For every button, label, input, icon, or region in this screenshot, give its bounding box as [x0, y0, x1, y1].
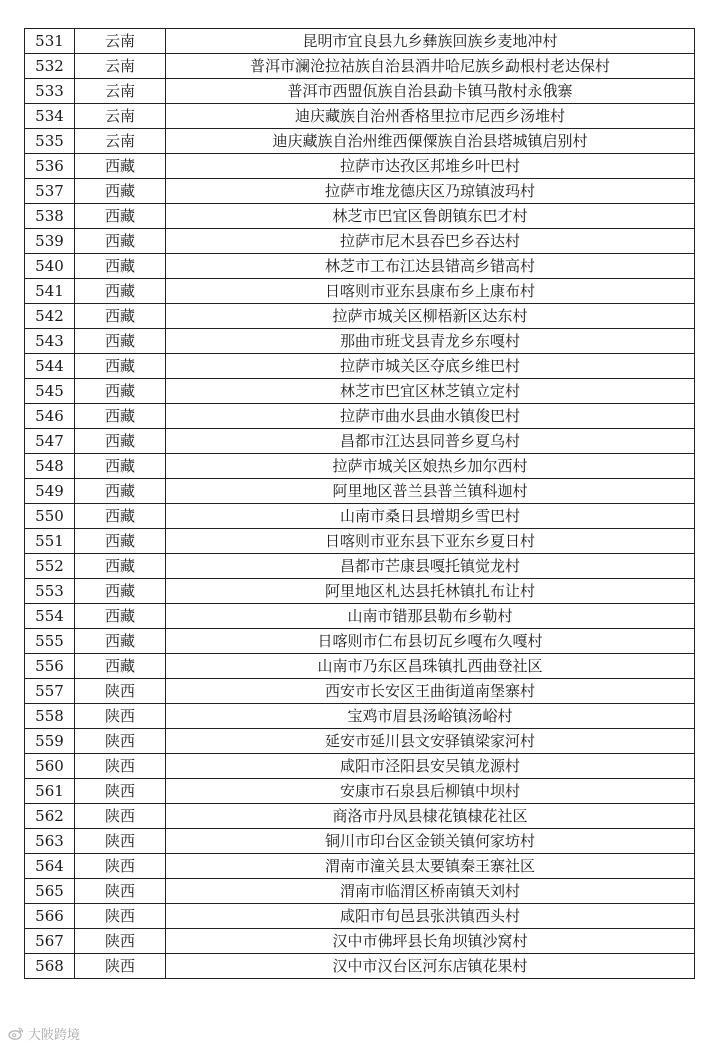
- table-row: [25, 279, 695, 304]
- village-name-cell: 汉中市汉台区河东店镇花果村: [166, 954, 695, 979]
- village-name-cell: 拉萨市堆龙德庆区乃琼镇波玛村: [166, 179, 695, 204]
- village-name-cell: 昌都市芒康县嘎托镇觉龙村: [166, 554, 695, 579]
- table-row: [25, 654, 695, 679]
- watermark-text: 大陂跨境: [28, 1027, 81, 1043]
- village-name-cell: 日喀则市仁布县切瓦乡嘎布久嘎村: [166, 629, 695, 654]
- row-number-cell: 549: [25, 479, 75, 504]
- row-number-cell: 547: [25, 429, 75, 454]
- province-cell: 陕西: [75, 929, 166, 954]
- village-name-cell: 拉萨市曲水县曲水镇俊巴村: [166, 404, 695, 429]
- row-number-cell: 535: [25, 129, 75, 154]
- village-name-cell: 安康市石泉县后柳镇中坝村: [166, 779, 695, 804]
- table-row: [25, 329, 695, 354]
- table-row: [25, 404, 695, 429]
- province-cell: 云南: [75, 79, 166, 104]
- row-number-cell: 531: [25, 29, 75, 54]
- province-cell: 西藏: [75, 229, 166, 254]
- province-cell: 西藏: [75, 354, 166, 379]
- table-row: [25, 379, 695, 404]
- table-row: [25, 879, 695, 904]
- village-name-cell: 昆明市宜良县九乡彝族回族乡麦地冲村: [166, 29, 695, 54]
- village-name-cell: 商洛市丹凤县棣花镇棣花社区: [166, 804, 695, 829]
- row-number-cell: 551: [25, 529, 75, 554]
- village-name-cell: 那曲市班戈县青龙乡东嘎村: [166, 329, 695, 354]
- table-row: [25, 929, 695, 954]
- village-name-cell: 林芝市巴宜区林芝镇立定村: [166, 379, 695, 404]
- table-row: [25, 529, 695, 554]
- table-row: [25, 729, 695, 754]
- village-name-cell: 昌都市江达县同普乡夏乌村: [166, 429, 695, 454]
- table-row: [25, 904, 695, 929]
- province-cell: 西藏: [75, 204, 166, 229]
- row-number-cell: 538: [25, 204, 75, 229]
- province-cell: 云南: [75, 104, 166, 129]
- row-number-cell: 540: [25, 254, 75, 279]
- row-number-cell: 566: [25, 904, 75, 929]
- province-cell: 陕西: [75, 904, 166, 929]
- village-name-cell: 林芝市工布江达县错高乡错高村: [166, 254, 695, 279]
- village-name-cell: 日喀则市亚东县下亚东乡夏日村: [166, 529, 695, 554]
- village-name-cell: 咸阳市旬邑县张洪镇西头村: [166, 904, 695, 929]
- province-cell: 西藏: [75, 604, 166, 629]
- watermark: [8, 1022, 80, 1044]
- table-row: [25, 79, 695, 104]
- village-name-cell: 林芝市巴宜区鲁朗镇东巴才村: [166, 204, 695, 229]
- province-cell: 陕西: [75, 954, 166, 979]
- table-row: [25, 954, 695, 979]
- row-number-cell: 544: [25, 354, 75, 379]
- row-number-cell: 556: [25, 654, 75, 679]
- row-number-cell: 553: [25, 579, 75, 604]
- row-number-cell: 565: [25, 879, 75, 904]
- table-row: [25, 804, 695, 829]
- table-row: [25, 829, 695, 854]
- row-number-cell: 542: [25, 304, 75, 329]
- village-name-cell: 山南市乃东区昌珠镇扎西曲登社区: [166, 654, 695, 679]
- province-cell: 西藏: [75, 554, 166, 579]
- village-name-cell: 拉萨市尼木县吞巴乡吞达村: [166, 229, 695, 254]
- table-row: [25, 129, 695, 154]
- province-cell: 西藏: [75, 404, 166, 429]
- table-row: [25, 504, 695, 529]
- row-number-cell: 558: [25, 704, 75, 729]
- province-cell: 西藏: [75, 329, 166, 354]
- province-cell: 陕西: [75, 854, 166, 879]
- province-cell: 西藏: [75, 254, 166, 279]
- province-cell: 西藏: [75, 529, 166, 554]
- weibo-logo-icon: [8, 1025, 24, 1041]
- row-number-cell: 532: [25, 54, 75, 79]
- province-cell: 西藏: [75, 154, 166, 179]
- row-number-cell: 550: [25, 504, 75, 529]
- table-row: [25, 754, 695, 779]
- village-name-cell: 延安市延川县文安驿镇梁家河村: [166, 729, 695, 754]
- village-name-cell: 迪庆藏族自治州香格里拉市尼西乡汤堆村: [166, 104, 695, 129]
- province-cell: 陕西: [75, 879, 166, 904]
- table-row: [25, 429, 695, 454]
- table-row: [25, 254, 695, 279]
- province-cell: 陕西: [75, 704, 166, 729]
- village-name-cell: 阿里地区普兰县普兰镇科迦村: [166, 479, 695, 504]
- village-name-cell: 西安市长安区王曲街道南堡寨村: [166, 679, 695, 704]
- village-name-cell: 普洱市西盟佤族自治县勐卡镇马散村永俄寨: [166, 79, 695, 104]
- table-row: [25, 29, 695, 54]
- table-row: [25, 629, 695, 654]
- province-cell: 西藏: [75, 504, 166, 529]
- province-cell: 西藏: [75, 629, 166, 654]
- table-row: [25, 354, 695, 379]
- row-number-cell: 548: [25, 454, 75, 479]
- row-number-cell: 561: [25, 779, 75, 804]
- table-row: [25, 679, 695, 704]
- province-cell: 西藏: [75, 279, 166, 304]
- province-cell: 西藏: [75, 654, 166, 679]
- village-name-cell: 迪庆藏族自治州维西傈僳族自治县塔城镇启别村: [166, 129, 695, 154]
- village-name-cell: 拉萨市城关区娘热乡加尔西村: [166, 454, 695, 479]
- row-number-cell: 536: [25, 154, 75, 179]
- table-row: [25, 154, 695, 179]
- village-name-cell: 山南市错那县勒布乡勒村: [166, 604, 695, 629]
- row-number-cell: 537: [25, 179, 75, 204]
- village-name-cell: 日喀则市亚东县康布乡上康布村: [166, 279, 695, 304]
- row-number-cell: 557: [25, 679, 75, 704]
- table-row: [25, 229, 695, 254]
- province-cell: 云南: [75, 29, 166, 54]
- province-cell: 陕西: [75, 779, 166, 804]
- village-name-cell: 拉萨市城关区柳梧新区达东村: [166, 304, 695, 329]
- table-row: [25, 554, 695, 579]
- province-cell: 西藏: [75, 429, 166, 454]
- table-row: [25, 104, 695, 129]
- province-cell: 陕西: [75, 679, 166, 704]
- table-row: [25, 579, 695, 604]
- village-name-cell: 渭南市潼关县太要镇秦王寨社区: [166, 854, 695, 879]
- village-name-cell: 山南市桑日县增期乡雪巴村: [166, 504, 695, 529]
- village-name-cell: 渭南市临渭区桥南镇天刘村: [166, 879, 695, 904]
- province-cell: 西藏: [75, 454, 166, 479]
- province-cell: 西藏: [75, 479, 166, 504]
- row-number-cell: 559: [25, 729, 75, 754]
- row-number-cell: 562: [25, 804, 75, 829]
- province-cell: 西藏: [75, 304, 166, 329]
- row-number-cell: 552: [25, 554, 75, 579]
- village-name-cell: 铜川市印台区金锁关镇何家坊村: [166, 829, 695, 854]
- village-name-cell: 拉萨市城关区夺底乡维巴村: [166, 354, 695, 379]
- table-row: [25, 304, 695, 329]
- table-row: [25, 204, 695, 229]
- table-row: [25, 54, 695, 79]
- table-row: [25, 779, 695, 804]
- row-number-cell: 545: [25, 379, 75, 404]
- province-cell: 西藏: [75, 179, 166, 204]
- row-number-cell: 539: [25, 229, 75, 254]
- row-number-cell: 543: [25, 329, 75, 354]
- row-number-cell: 563: [25, 829, 75, 854]
- province-cell: 云南: [75, 129, 166, 154]
- village-name-cell: 拉萨市达孜区邦堆乡叶巴村: [166, 154, 695, 179]
- province-cell: 西藏: [75, 579, 166, 604]
- village-name-cell: 阿里地区札达县托林镇扎布让村: [166, 579, 695, 604]
- row-number-cell: 564: [25, 854, 75, 879]
- village-name-cell: 宝鸡市眉县汤峪镇汤峪村: [166, 704, 695, 729]
- table-row: [25, 854, 695, 879]
- row-number-cell: 546: [25, 404, 75, 429]
- table-row: [25, 704, 695, 729]
- province-cell: 陕西: [75, 754, 166, 779]
- table-row: [25, 454, 695, 479]
- row-number-cell: 534: [25, 104, 75, 129]
- province-cell: 西藏: [75, 379, 166, 404]
- table-row: [25, 604, 695, 629]
- table-row: [25, 179, 695, 204]
- table-row: [25, 479, 695, 504]
- row-number-cell: 568: [25, 954, 75, 979]
- row-number-cell: 555: [25, 629, 75, 654]
- village-name-cell: 汉中市佛坪县长角坝镇沙窝村: [166, 929, 695, 954]
- row-number-cell: 533: [25, 79, 75, 104]
- village-name-cell: 咸阳市泾阳县安吴镇龙源村: [166, 754, 695, 779]
- village-list-body: [25, 29, 695, 979]
- province-cell: 陕西: [75, 829, 166, 854]
- province-cell: 云南: [75, 54, 166, 79]
- province-cell: 陕西: [75, 729, 166, 754]
- row-number-cell: 554: [25, 604, 75, 629]
- village-list-table: [24, 28, 695, 979]
- province-cell: 陕西: [75, 804, 166, 829]
- row-number-cell: 567: [25, 929, 75, 954]
- village-name-cell: 普洱市澜沧拉祜族自治县酒井哈尼族乡勐根村老达保村: [166, 54, 695, 79]
- row-number-cell: 560: [25, 754, 75, 779]
- row-number-cell: 541: [25, 279, 75, 304]
